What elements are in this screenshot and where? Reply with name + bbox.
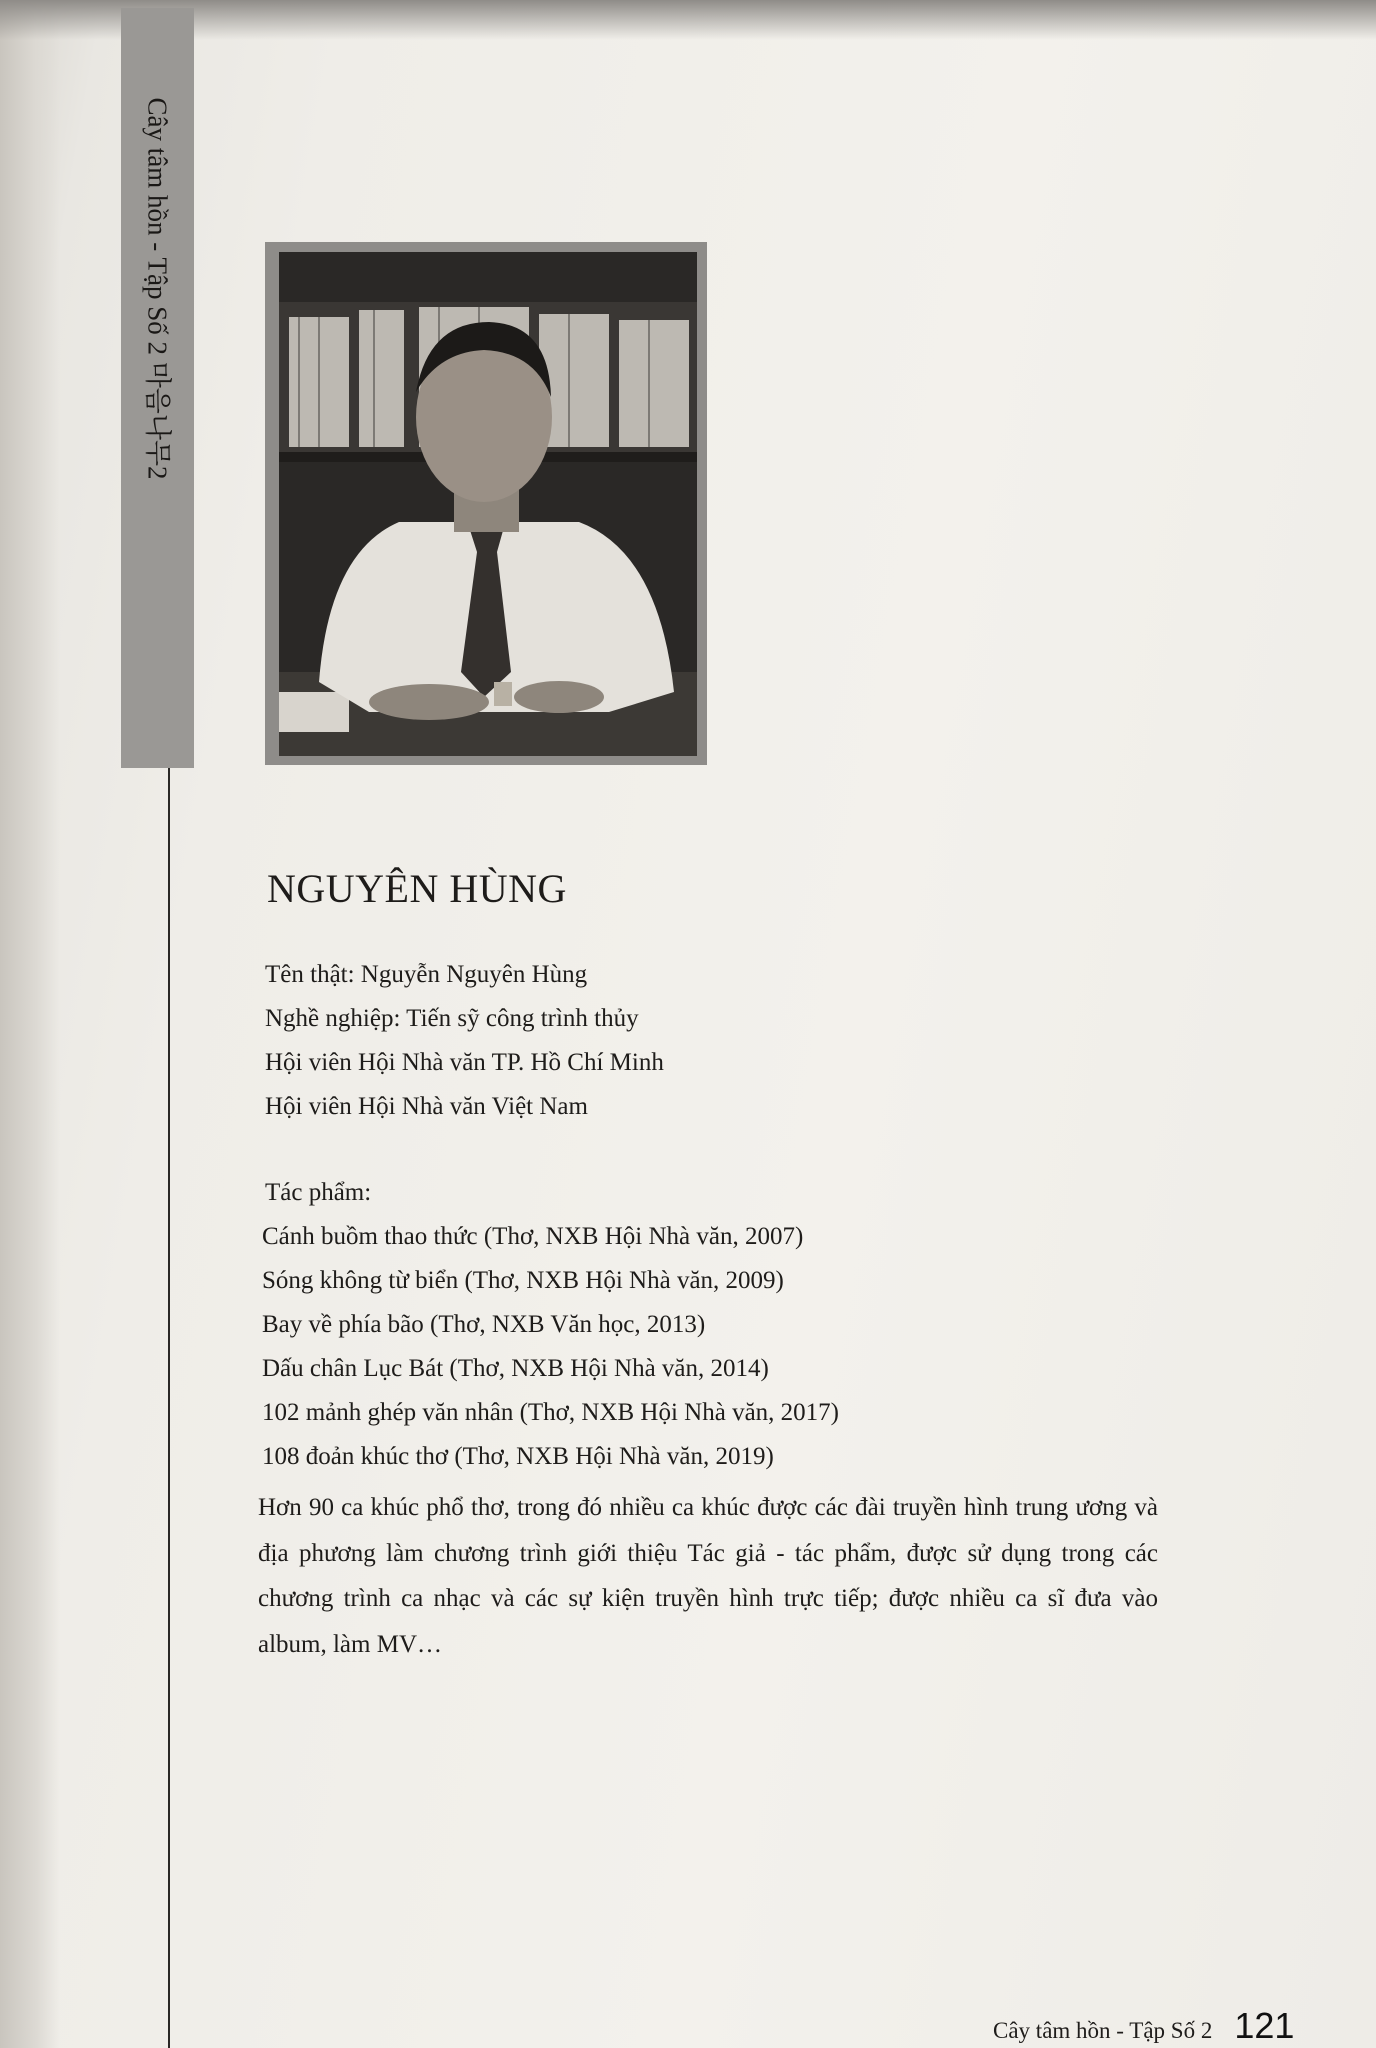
- info-real-name: Tên thật: Nguyễn Nguyên Hùng: [265, 961, 588, 988]
- author-portrait-image: [279, 252, 697, 756]
- works-list: [262, 1215, 839, 1479]
- work-item: Sóng không từ biển (Thơ, NXB Hội Nhà văn, 2009): [262, 1267, 784, 1294]
- info-occupation: Nghề nghiệp: Tiến sỹ công trình thủy: [265, 1005, 639, 1032]
- side-tab-label: Cây tâm hồn - Tập Số 2 마음나무2: [142, 97, 173, 480]
- works-heading: Tác phẩm:: [265, 1179, 372, 1206]
- page-edge: [0, 0, 60, 2048]
- footer-book-title: Cây tâm hồn - Tập Số 2: [993, 2018, 1213, 2043]
- songs-paragraph: Hơn 90 ca khúc phổ thơ, trong đó nhiều ca khúc được các đài truyền hình trung ương và địa phương làm chương trình giới thiệu Tác giả - tác phẩm, được sử dụng trong các chương trình ca nhạc và các sự kiện truyền hình trực tiếp; được nhiều ca sĩ đưa vào album, làm MV…: [258, 1494, 1158, 1658]
- work-item: Cánh buồm thao thức (Thơ, NXB Hội Nhà văn, 2007): [262, 1223, 804, 1250]
- side-tab-label-wrap: [121, 8, 194, 768]
- work-item: 108 đoản khúc thơ (Thơ, NXB Hội Nhà văn, 2019): [262, 1443, 774, 1470]
- info-membership-hcm: Hội viên Hội Nhà văn TP. Hồ Chí Minh: [265, 1049, 664, 1076]
- page-number: 121: [1234, 2005, 1295, 2046]
- page-footer: [993, 2005, 1294, 2047]
- work-item: 102 mảnh ghép văn nhân (Thơ, NXB Hội Nhà văn, 2017): [262, 1399, 840, 1426]
- margin-rule: [168, 768, 170, 2048]
- author-name: NGUYÊN HÙNG: [267, 866, 567, 911]
- work-item: Dấu chân Lục Bát (Thơ, NXB Hội Nhà văn, 2014): [262, 1355, 769, 1382]
- author-photo: [279, 252, 697, 756]
- work-item: Bay về phía bão (Thơ, NXB Văn học, 2013): [262, 1311, 706, 1338]
- top-shadow: [0, 0, 1376, 40]
- info-membership-vn: Hội viên Hội Nhà văn Việt Nam: [265, 1093, 588, 1120]
- author-info: [265, 953, 1165, 1129]
